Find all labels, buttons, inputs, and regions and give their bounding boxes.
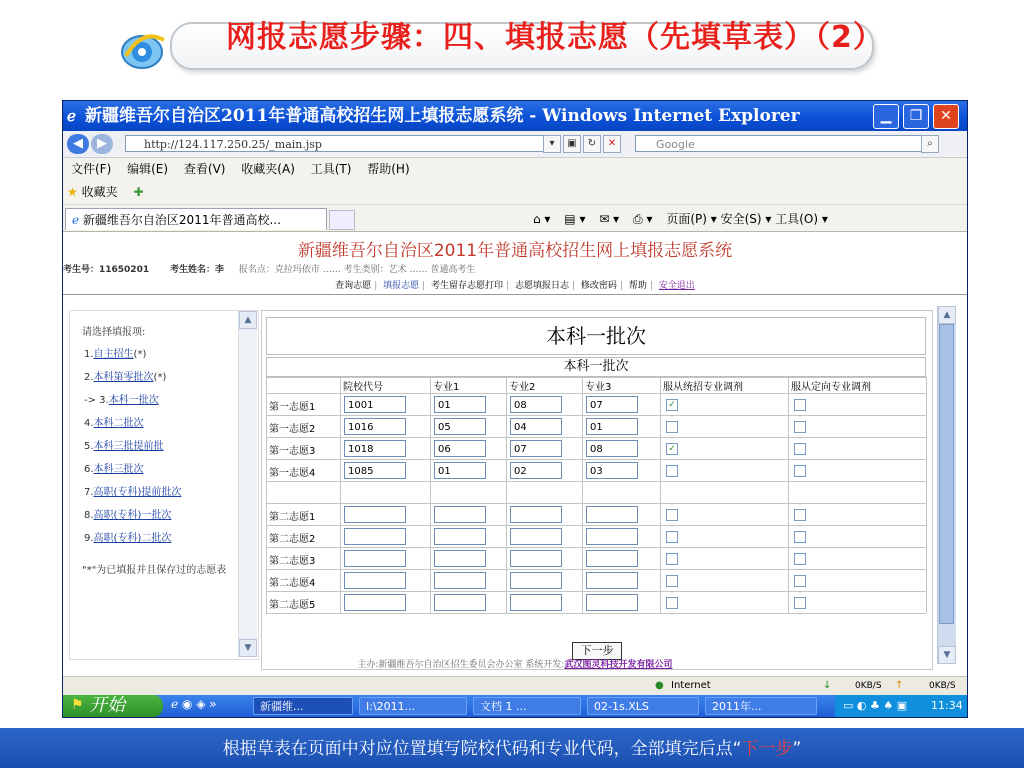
refresh-icon[interactable]: ↻ xyxy=(583,135,601,153)
new-tab-button[interactable] xyxy=(329,210,355,230)
grid-col-line xyxy=(788,377,789,613)
sidebar-item[interactable] xyxy=(84,529,171,544)
major-input[interactable]: 08 xyxy=(510,396,562,413)
tab-ie-icon: ℯ xyxy=(72,213,83,227)
sidebar-heading: 请选择填报项: xyxy=(82,327,146,338)
major-input[interactable]: 07 xyxy=(510,440,562,457)
sidebar-item-link[interactable]: 本科三批次 xyxy=(93,464,144,475)
accept-directed-checkbox[interactable] xyxy=(794,421,806,433)
sidebar-item[interactable] xyxy=(84,506,171,521)
caption-end: ” xyxy=(792,739,802,759)
favorites-label[interactable]: 收藏夹 xyxy=(81,185,118,199)
candidate-info xyxy=(63,262,967,275)
sidebar-item-prefix: -> 3. xyxy=(84,395,109,406)
command-menus[interactable]: 页面(P) ▾ 安全(S) ▾ 工具(O) ▾ xyxy=(666,212,828,226)
sidebar-item-link[interactable]: 本科一批次 xyxy=(108,395,159,406)
command-bar xyxy=(533,209,828,229)
school-code-input[interactable]: 1001 xyxy=(344,396,406,413)
nav-log[interactable]: 志愿填报日志 xyxy=(514,281,569,291)
major-input[interactable]: 01 xyxy=(586,418,638,435)
clock: 11:34 xyxy=(931,699,963,712)
grid-row-line xyxy=(266,569,926,570)
major-input[interactable] xyxy=(586,550,638,567)
sidebar-item[interactable] xyxy=(84,345,146,360)
print-icon[interactable]: ⎙ ▾ xyxy=(633,212,653,226)
major-input[interactable] xyxy=(586,528,638,545)
task-item-5[interactable]: 2011年... xyxy=(705,697,817,715)
zone-label: Internet xyxy=(671,680,711,691)
stop-icon[interactable]: ✕ xyxy=(603,135,621,153)
major-input[interactable] xyxy=(586,572,638,589)
major-input[interactable] xyxy=(586,594,638,611)
sidebar-item-link[interactable]: 高职(专科)一批次 xyxy=(93,510,172,521)
row-label: 第一志愿3 xyxy=(269,446,316,457)
school-code-input[interactable] xyxy=(344,506,406,523)
row-label: 第一志愿4 xyxy=(269,468,316,479)
school-code-input[interactable]: 1085 xyxy=(344,462,406,479)
main-scroll-thumb[interactable] xyxy=(939,324,954,624)
sidebar-item-prefix: 7. xyxy=(84,487,94,498)
tab-bar xyxy=(63,205,967,232)
sidebar xyxy=(69,310,259,660)
major-input[interactable] xyxy=(434,550,486,567)
accept-directed-checkbox[interactable] xyxy=(794,465,806,477)
school-code-input[interactable] xyxy=(344,550,406,567)
grid-col-line xyxy=(430,377,431,613)
sidebar-item[interactable] xyxy=(84,414,144,429)
mail-icon[interactable]: ✉ ▾ xyxy=(599,212,620,226)
start-label: 开始 xyxy=(89,695,125,716)
web-page xyxy=(63,232,967,676)
nav-help[interactable]: 帮助 xyxy=(628,281,647,291)
ie-icon: ℯ xyxy=(67,107,76,125)
close-button[interactable]: ✕ xyxy=(933,104,959,129)
accept-directed-checkbox[interactable] xyxy=(794,597,806,609)
grid-row-line xyxy=(266,591,926,592)
browser-tab[interactable] xyxy=(65,208,327,230)
grid-col-line xyxy=(582,377,583,613)
menu-view[interactable]: 查看(V) xyxy=(183,162,226,176)
school-code-input[interactable]: 1018 xyxy=(344,440,406,457)
forward-button[interactable]: ▶ xyxy=(91,134,113,154)
page-footer xyxy=(63,657,967,670)
down-arrow-icon: ↓ xyxy=(823,680,832,691)
page-title: 新疆维吾尔自治区2011年普通高校招生网上填报志愿系统 xyxy=(297,241,733,261)
sidebar-item[interactable] xyxy=(84,391,159,406)
major-input[interactable] xyxy=(434,506,486,523)
school-code-input[interactable] xyxy=(344,528,406,545)
grid-row-line xyxy=(266,613,926,614)
sidebar-item-link[interactable]: 本科第零批次 xyxy=(93,372,154,383)
next-step-button[interactable]: 下一步 xyxy=(572,642,622,660)
major-input[interactable] xyxy=(510,528,562,545)
task-item-1[interactable]: 新疆维... xyxy=(253,697,353,715)
major-input[interactable]: 04 xyxy=(510,418,562,435)
column-header: 专业1 xyxy=(433,382,460,393)
volunteer-form xyxy=(261,310,933,670)
header-divider xyxy=(63,294,967,295)
compat-icon[interactable]: ▣ xyxy=(563,135,581,153)
slide-caption xyxy=(0,734,1024,759)
main-scrollbar[interactable] xyxy=(937,306,956,664)
accept-adjust-checkbox[interactable] xyxy=(666,421,678,433)
menu-file[interactable]: 文件(F) xyxy=(71,162,112,176)
major-input[interactable]: 01 xyxy=(434,462,486,479)
accept-adjust-checkbox[interactable] xyxy=(666,575,678,587)
major-input[interactable] xyxy=(510,594,562,611)
nav-fill[interactable]: 填报志愿 xyxy=(383,281,420,291)
grid-row-line xyxy=(266,377,926,378)
school-code-input[interactable] xyxy=(344,572,406,589)
accept-adjust-checkbox[interactable] xyxy=(666,597,678,609)
maximize-button[interactable]: ❐ xyxy=(903,104,929,129)
system-tray xyxy=(835,695,967,717)
major-input[interactable]: 08 xyxy=(586,440,638,457)
sidebar-item-prefix: 9. xyxy=(84,533,94,544)
sidebar-item-link[interactable]: 本科三批提前批 xyxy=(93,441,164,452)
accept-adjust-checkbox[interactable] xyxy=(666,553,678,565)
school-code-input[interactable]: 1016 xyxy=(344,418,406,435)
sidebar-item-suffix: (*) xyxy=(153,372,167,383)
column-header: 服从定向专业调剂 xyxy=(791,382,871,393)
major-input[interactable] xyxy=(434,594,486,611)
column-header: 服从统招专业调剂 xyxy=(663,382,743,393)
grid-row-line xyxy=(266,525,926,526)
dropdown-icon[interactable]: ▾ xyxy=(543,135,561,153)
form-big-title: 本科一批次 xyxy=(266,317,926,355)
grid-row-line xyxy=(266,503,926,504)
star-icon: ★ xyxy=(67,185,78,199)
sidebar-item[interactable] xyxy=(84,437,164,452)
sidebar-item-suffix: (*) xyxy=(133,349,147,360)
sidebar-item-prefix: 5. xyxy=(84,441,94,452)
accept-adjust-checkbox[interactable]: ✓ xyxy=(666,399,678,411)
grid-row-line xyxy=(266,393,926,394)
sidebar-scrollbar[interactable] xyxy=(238,311,257,657)
major-input[interactable]: 06 xyxy=(434,440,486,457)
sidebar-item-link[interactable]: 自主招生 xyxy=(93,349,134,360)
sidebar-item-prefix: 4. xyxy=(84,418,94,429)
major-input[interactable] xyxy=(586,506,638,523)
address-bar xyxy=(63,131,967,158)
accept-adjust-checkbox[interactable] xyxy=(666,509,678,521)
major-input[interactable] xyxy=(510,550,562,567)
accept-adjust-checkbox[interactable] xyxy=(666,531,678,543)
up-arrow-icon: ↑ xyxy=(895,680,904,691)
caption-text: 根据草表在页面中对应位置填写院校代码和专业代码，全部填完后点“ xyxy=(222,739,742,759)
menu-help[interactable]: 帮助(H) xyxy=(367,162,410,176)
major-input[interactable]: 05 xyxy=(434,418,486,435)
grid-col-line xyxy=(340,377,341,613)
column-header: 专业2 xyxy=(509,382,536,393)
grid-col-line xyxy=(926,377,927,613)
add-favorite-icon[interactable]: ✚ xyxy=(133,185,144,199)
back-button[interactable]: ◀ xyxy=(67,134,89,154)
major-input[interactable]: 07 xyxy=(586,396,638,413)
page-nav: 查询志愿 | 填报志愿 | 考生留存志愿打印 | 志愿填报日志 | 修改密码 | 帮助 | 安全退出 xyxy=(335,281,695,291)
grid-row-line xyxy=(266,437,926,438)
row-label: 第一志愿1 xyxy=(269,402,316,413)
footer-text: 主办:新疆维吾尔自治区招生委员会办公室 系统开发: xyxy=(357,660,565,670)
sidebar-item[interactable] xyxy=(84,368,166,383)
sidebar-item-link[interactable]: 高职(专科)二批次 xyxy=(93,533,172,544)
accept-directed-checkbox[interactable] xyxy=(794,553,806,565)
row-label: 第二志愿5 xyxy=(269,600,316,611)
favorites-bar xyxy=(63,180,967,205)
up-speed: 0KB/S xyxy=(929,681,956,691)
accept-directed-checkbox[interactable] xyxy=(794,575,806,587)
sidebar-item-prefix: 8. xyxy=(84,510,94,521)
main-scroll-down-icon[interactable]: ▼ xyxy=(938,646,956,664)
row-label: 第二志愿3 xyxy=(269,556,316,567)
window-title: 新疆维吾尔自治区2011年普通高校招生网上填报志愿系统 - Windows Internet Explorer xyxy=(85,106,800,126)
menu-edit[interactable]: 编辑(E) xyxy=(127,162,169,176)
form-grid xyxy=(266,377,926,637)
accept-directed-checkbox[interactable] xyxy=(794,443,806,455)
grid-col-line xyxy=(506,377,507,613)
menu-bar xyxy=(63,158,967,180)
sidebar-note: "*"为已填报并且保存过的志愿表 xyxy=(82,565,227,576)
feeds-icon[interactable]: ▤ ▾ xyxy=(564,212,586,226)
footer-link[interactable]: 武汉图灵科技开发有限公司 xyxy=(564,660,673,670)
major-input[interactable]: 02 xyxy=(510,462,562,479)
search-icon[interactable]: ⌕ xyxy=(921,135,939,153)
sidebar-item[interactable] xyxy=(84,460,144,475)
menu-tools[interactable]: 工具(T) xyxy=(310,162,352,176)
major-input[interactable]: 03 xyxy=(586,462,638,479)
grid-row-line xyxy=(266,547,926,548)
nav-query[interactable]: 查询志愿 xyxy=(335,281,372,291)
search-input[interactable]: Google xyxy=(635,135,935,152)
column-header: 院校代号 xyxy=(343,382,383,393)
windows-flag-icon: ⚑ xyxy=(71,697,84,713)
scroll-down-icon[interactable]: ▼ xyxy=(239,639,257,657)
accept-adjust-checkbox[interactable]: ✓ xyxy=(666,443,678,455)
accept-directed-checkbox[interactable] xyxy=(794,531,806,543)
task-item-3[interactable]: 文档 1 ... xyxy=(473,697,581,715)
sidebar-item-link[interactable]: 高职(专科)提前批次 xyxy=(93,487,182,498)
candidate-meta: 报名点：克拉玛依市 …… 考生类别：艺术 …… 普通高考生 xyxy=(238,265,476,275)
accept-directed-checkbox[interactable] xyxy=(794,399,806,411)
grid-row-line xyxy=(266,459,926,460)
home-icon[interactable]: ⌂ ▾ xyxy=(533,212,551,226)
sidebar-item-prefix: 2. xyxy=(84,372,94,383)
menu-favorites[interactable]: 收藏夹(A) xyxy=(241,162,295,176)
form-sub-title: 本科一批次 xyxy=(266,357,926,377)
accept-directed-checkbox[interactable] xyxy=(794,509,806,521)
slide-title: 网报志愿步骤：四、填报志愿（先填草表）（2） xyxy=(226,20,884,55)
major-input[interactable]: 01 xyxy=(434,396,486,413)
school-code-input[interactable] xyxy=(344,594,406,611)
task-item-4[interactable]: 02-1s.XLS xyxy=(587,697,699,715)
ie-logo-icon xyxy=(112,26,174,70)
major-input[interactable] xyxy=(434,528,486,545)
row-label: 第二志愿2 xyxy=(269,534,316,545)
grid-row-line xyxy=(266,415,926,416)
tab-label: 新疆维吾尔自治区2011年普通高校... xyxy=(82,213,281,227)
window-titlebar xyxy=(63,101,967,131)
main-scroll-up-icon[interactable]: ▲ xyxy=(938,306,956,324)
row-label: 第二志愿1 xyxy=(269,512,316,523)
minimize-button[interactable]: ▁ xyxy=(873,104,899,129)
browser-window xyxy=(62,100,968,718)
column-header: 专业3 xyxy=(585,382,612,393)
nav-print[interactable]: 考生留存志愿打印 xyxy=(431,281,504,291)
accept-adjust-checkbox[interactable] xyxy=(666,465,678,477)
major-input[interactable] xyxy=(434,572,486,589)
scroll-up-icon[interactable]: ▲ xyxy=(239,311,257,329)
tray-icons[interactable]: ▭ ◐ ♣ ♠ ▣ xyxy=(843,699,908,712)
major-input[interactable] xyxy=(510,572,562,589)
url-input[interactable]: http://124.117.250.25/_main.jsp xyxy=(125,135,559,152)
sidebar-item-prefix: 1. xyxy=(84,349,94,360)
sidebar-item-link[interactable]: 本科二批次 xyxy=(93,418,144,429)
status-bar xyxy=(63,676,967,695)
sidebar-item-prefix: 6. xyxy=(84,464,94,475)
major-input[interactable] xyxy=(510,506,562,523)
row-label: 第一志愿2 xyxy=(269,424,316,435)
grid-col-line xyxy=(660,377,661,613)
candidate-name: 考生姓名：李 xyxy=(169,265,224,275)
caption-highlight: 下一步 xyxy=(741,739,793,759)
globe-icon: ● xyxy=(655,680,664,691)
quicklaunch-icons[interactable]: ℯ ◉ ◈ » xyxy=(171,697,217,711)
candidate-number: 考生号：11650201 xyxy=(63,265,150,275)
task-item-2[interactable]: I:\2011... xyxy=(359,697,467,715)
row-label: 第二志愿4 xyxy=(269,578,316,589)
nav-password[interactable]: 修改密码 xyxy=(580,281,617,291)
sidebar-item[interactable] xyxy=(84,483,181,498)
down-speed: 0KB/S xyxy=(855,681,882,691)
grid-col-line xyxy=(266,377,267,613)
grid-row-line xyxy=(266,481,926,482)
taskbar xyxy=(63,695,967,717)
nav-logout[interactable]: 安全退出 xyxy=(658,281,695,291)
